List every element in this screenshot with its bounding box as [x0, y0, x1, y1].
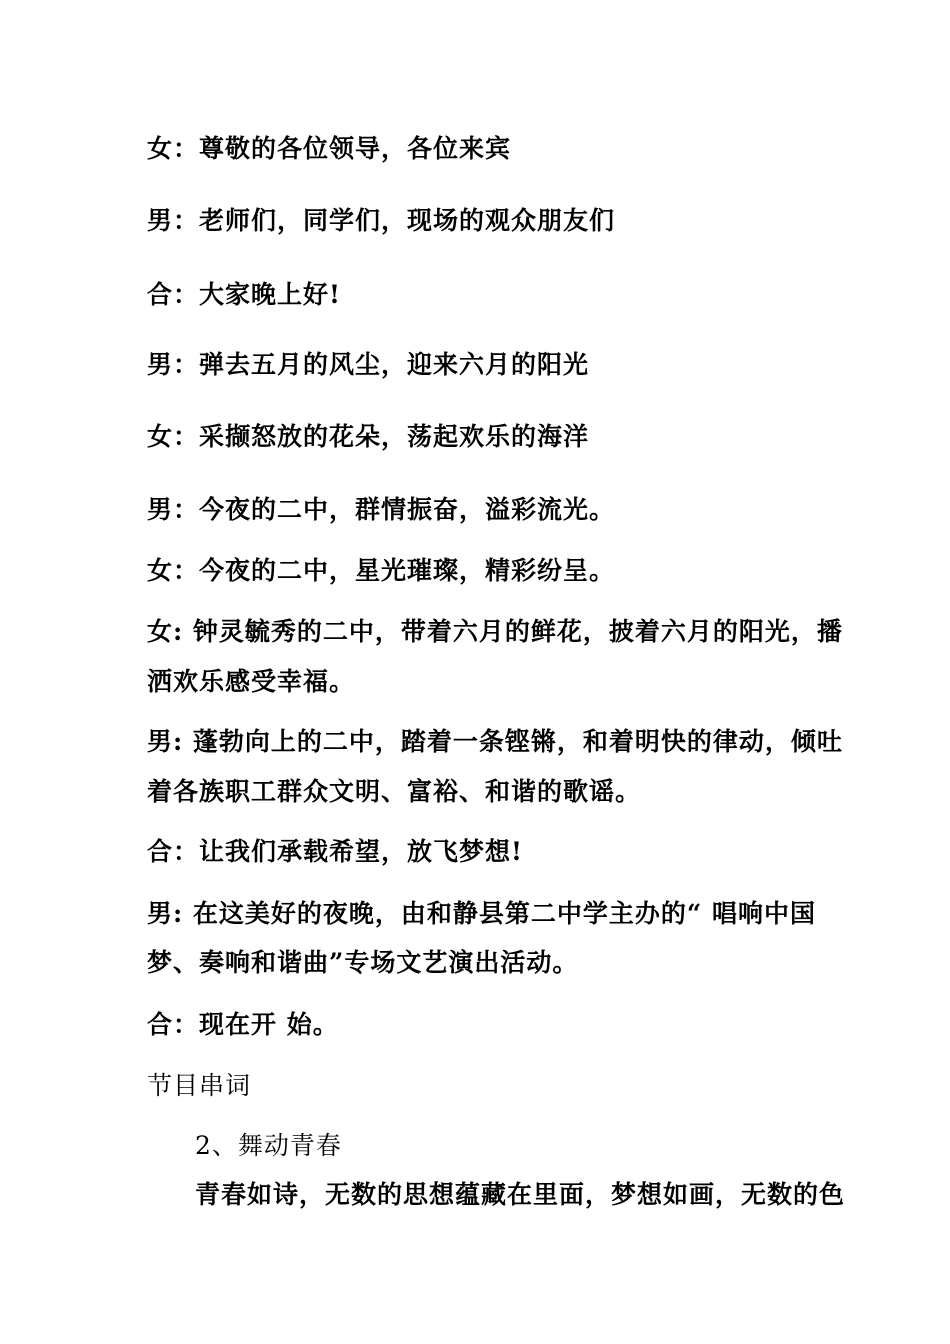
dialogue-line-female-greeting: 女：尊敬的各位领导，各位来宾 [147, 134, 512, 163]
dialogue-line-together-start: 合：现在开 始。 [147, 1010, 339, 1039]
dialogue-line-female-school-2: 洒欢乐感受幸福。 [147, 667, 356, 696]
dialogue-line-male-event-1: 男: 在这美好的夜晚，由和静县第二中学主办的“ 唱响中国 [147, 899, 817, 928]
dialogue-line-together-dreams: 合：让我们承载希望，放飞梦想! [147, 837, 523, 866]
dialogue-line-female-school-1: 女: 钟灵毓秀的二中，带着六月的鲜花，披着六月的阳光，播 [147, 617, 843, 646]
dialogue-line-male-school-2: 着各族职工群众文明、富裕、和谐的歌谣。 [147, 777, 642, 806]
program-item-text: 青春如诗，无数的思想蕴藏在里面，梦想如画，无数的色 [195, 1180, 846, 1209]
dialogue-line-female-flowers: 女：采撷怒放的花朵，荡起欢乐的海洋 [147, 422, 590, 451]
dialogue-line-male-tonight: 男：今夜的二中，群情振奋，溢彩流光。 [147, 495, 616, 524]
dialogue-line-male-school-1: 男: 蓬勃向上的二中，踏着一条铿锵，和着明快的律动，倾吐 [147, 727, 843, 756]
section-heading: 节目串词 [147, 1071, 252, 1100]
dialogue-line-female-tonight: 女：今夜的二中，星光璀璨，精彩纷呈。 [147, 556, 616, 585]
program-item-title: 2、舞动青春 [195, 1131, 342, 1160]
dialogue-line-male-event-2: 梦、奏响和谐曲”专场文艺演出活动。 [147, 948, 579, 977]
dialogue-line-male-greeting: 男：老师们，同学们，现场的观众朋友们 [147, 206, 616, 235]
dialogue-line-male-june: 男：弹去五月的风尘，迎来六月的阳光 [147, 350, 590, 379]
dialogue-line-together-greeting: 合：大家晚上好! [147, 280, 341, 309]
